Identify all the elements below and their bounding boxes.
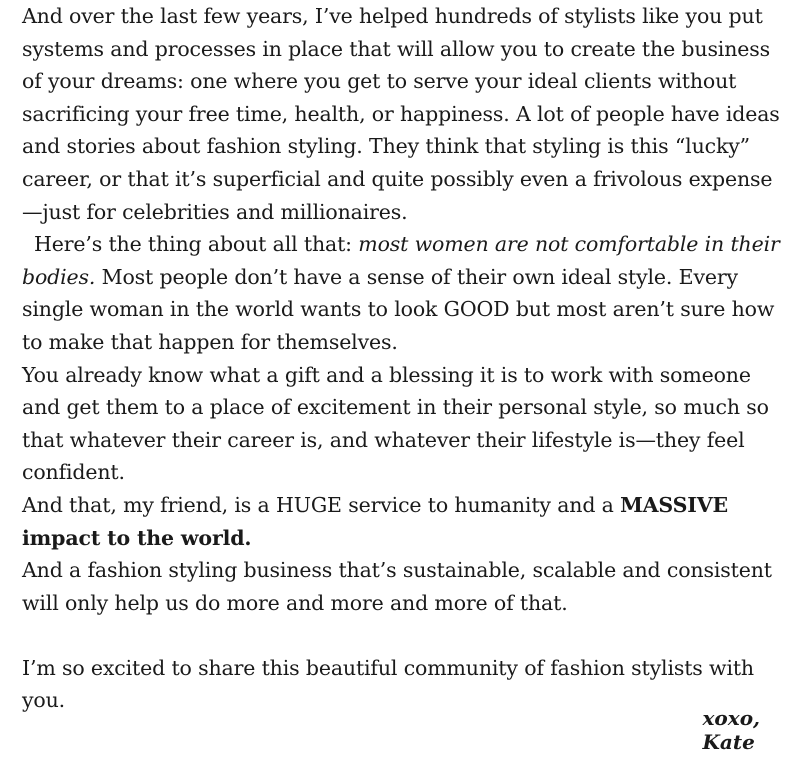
paragraph-comfort-rest: Most people don’t have a sense of their own ideal style. Every single woman in the world wants to look GOOD but most aren’t sure how to make that happen for themselves. (22, 264, 775, 354)
paragraph-spacer (22, 619, 782, 652)
letter-body (22, 0, 782, 717)
signoff (703, 706, 761, 754)
paragraph-excited: I’m so excited to share this beautiful community of fashion stylists with you. (22, 655, 754, 713)
paragraph-intro: And over the last few years, I’ve helped hundreds of stylists like you put systems and processes in place that will allow you to create the business of your dreams: one where you get to serve your ideal clients without sacrificing your free time, health, or happiness. A lot of people have ideas and stories about fashion styling. They think that styling is this “lucky” career, or that it’s superficial and quite possibly even a frivolous expense—just for celebrities and millionaires. (22, 4, 780, 224)
signoff-name: Kate (702, 730, 755, 754)
emphasis-impact: MASSIVE impact to the world. (22, 492, 728, 550)
paragraph-service (22, 489, 782, 554)
paragraph-service-lead: And that, my friend, is a HUGE service to humanity and a (22, 492, 621, 517)
paragraph-comfort-lead: Here’s the thing about all that: (34, 232, 359, 257)
paragraph-business: And a fashion styling business that’s sustainable, scalable and consistent will only help us do more and more and more of that. (22, 558, 772, 615)
paragraph-comfort (22, 228, 782, 358)
emphasis-comfort: most women are not comfortable in their bodies. (22, 232, 780, 289)
paragraph-gift: You already know what a gift and a blessing it is to work with someone and get them to a place of excitement in their personal style, so much so that whatever their career is, and whatever their lifestyle is—they feel confident. (22, 362, 769, 485)
signoff-xoxo: xoxo, (702, 706, 760, 730)
